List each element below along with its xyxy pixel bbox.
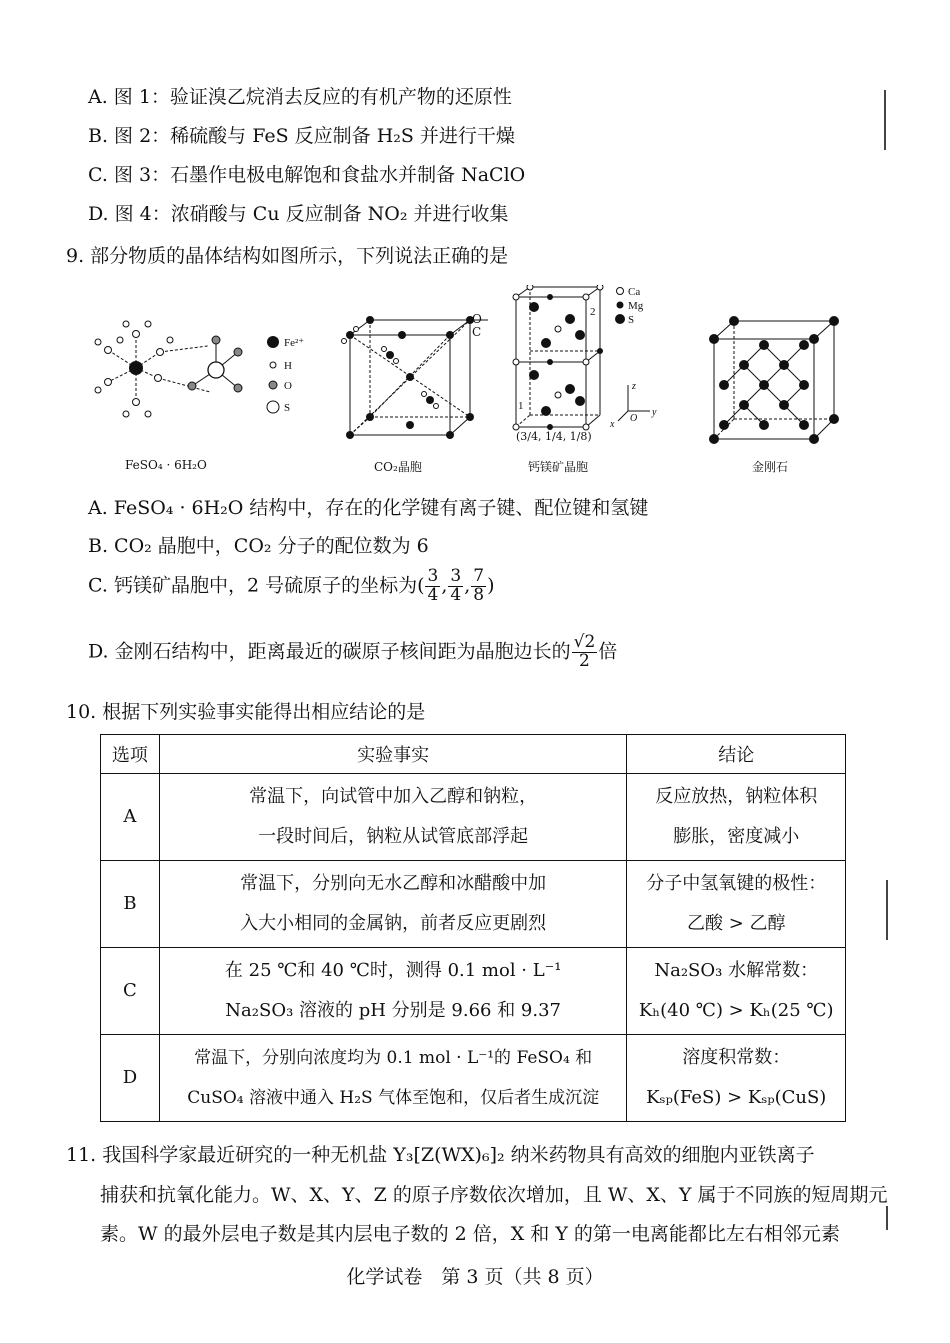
feso4-legend-s: S [284,402,291,414]
conclusion-line: Kₕ(40 ℃) > Kₕ(25 ℃) [638,1000,834,1021]
row-conclusion [627,948,846,1035]
perovskite-legend-s: S [628,314,635,326]
row-option: B [101,861,160,948]
q9-option-d-prefix: D. 金刚石结构中，距离最近的碳原子核间距为晶胞边长的 [88,640,571,663]
q9-option-c-frac-y: $\frac{3}{4}$ [450,566,462,605]
table-row [101,948,846,1035]
page-footer: 化学试卷 第 3 页（共 8 页） [346,1266,604,1288]
axis-x-label: x [610,419,615,430]
q8-option-b: B. 图 2：稀硫酸与 FeS 反应制备 H₂S 并进行干燥 [88,125,515,147]
conclusion-line: 溶度积常数： [682,1047,791,1068]
q9-figures [80,280,840,480]
conclusion-line: 反应放热，钠粒体积 [655,786,818,807]
header-option: 选项 [101,735,160,774]
feso4-caption: FeSO₄ · 6H₂O [125,458,207,472]
table-row [101,861,846,948]
row-conclusion [627,861,846,948]
q11-line-3: 素。W 的最外层电子数是其内层电子数的 2 倍，X 和 Y 的第一电离能都比左右相邻元素 [100,1223,840,1245]
feso4-legend-fe: Fe²⁺ [284,337,305,349]
header-conclusion: 结论 [627,735,846,774]
q10-table [100,734,846,1122]
q11-line-2: 捕获和抗氧化能力。W、X、Y、Z 的原子序数依次增加，且 W、X、Y 属于不同族的短周期元 [100,1184,888,1206]
q9-option-c: C. 钙镁矿晶胞中，2 号硫原子的坐标为( $\frac{3}{4}$ , $\frac{3}{4}$ , $\frac{7}{8}$ ) [88,566,495,605]
q9-option-c-prefix: C. 钙镁矿晶胞中，2 号硫原子的坐标为( [88,574,425,597]
fact-line: 入大小相同的金属钠，前者反应更剧烈 [240,913,547,934]
co2-caption: CO₂晶胞 [374,460,422,474]
q8-option-a: A. 图 1：验证溴乙烷消去反应的有机产物的还原性 [88,86,512,108]
co2-label-o: O [472,312,482,326]
axis-z-label: z [632,381,636,392]
table-row [101,774,846,861]
q9-option-c-frac-x: $\frac{3}{4}$ [427,566,439,605]
row-fact [159,861,627,948]
perovskite-legend-ca: Ca [628,286,641,298]
conclusion-line: 分子中氢氧键的极性： [646,873,827,894]
fact-line: 在 25 ℃和 40 ℃时，测得 0.1 mol · L⁻¹ [224,960,562,981]
q8-option-d: D. 图 4：浓硝酸与 Cu 反应制备 NO₂ 并进行收集 [88,203,509,225]
conclusion-line: 膨胀，密度减小 [673,826,800,847]
feso4-legend-h: H [284,360,292,372]
feso4-legend-o: O [284,380,292,392]
row-fact [159,774,627,861]
conclusion-line: Kₛₚ(FeS) > Kₛₚ(CuS) [646,1087,827,1108]
q9-option-a: A. FeSO₄ · 6H₂O 结构中，存在的化学键有离子键、配位键和氢键 [88,497,649,519]
q9-option-c-suffix: ) [487,574,495,597]
q9-option-b: B. CO₂ 晶胞中，CO₂ 分子的配位数为 6 [88,535,429,557]
q10-stem: 10. 根据下列实验事实能得出相应结论的是 [66,701,426,723]
perovskite-coordinate-label: (3/4, 1/4, 1/8) [516,430,592,443]
co2-label-c: C [472,325,482,339]
page-edge-mark [884,90,886,150]
perovskite-caption: 钙镁矿晶胞 [528,460,589,474]
fact-line: 常温下，向试管中加入乙醇和钠粒， [249,786,538,807]
row-conclusion [627,1035,846,1122]
conclusion-line: Na₂SO₃ 水解常数： [654,960,819,981]
fact-line: 常温下，分别向无水乙醇和冰醋酸中加 [240,873,547,894]
fact-line: 一段时间后，钠粒从试管底部浮起 [258,826,529,847]
diamond-caption: 金刚石 [752,460,789,474]
fact-line: Na₂SO₃ 溶液的 pH 分别是 9.66 和 9.37 [225,1000,562,1021]
row-option: D [101,1035,160,1122]
conclusion-line: 乙酸 > 乙醇 [686,913,786,934]
axis-origin-label: O [630,413,638,424]
row-fact [159,1035,627,1122]
q8-option-c: C. 图 3：石墨作电极电解饱和食盐水并制备 NaClO [88,164,526,186]
q9-option-d [88,634,617,671]
perovskite-marker-2: 2 [590,306,596,318]
header-fact: 实验事实 [159,735,627,774]
diamond-cell-diagram [704,315,854,445]
row-option: A [101,774,160,861]
perovskite-marker-1: 1 [518,400,524,412]
q9-option-d-frac: $\frac{√2}{2}$ [573,632,596,671]
q11-line-1: 11. 我国科学家最近研究的一种无机盐 Y₃[Z(WX)₆]₂ 纳米药物具有高效的细胞内亚铁离子 [66,1144,815,1166]
q10-table-header [101,735,846,774]
row-conclusion [627,774,846,861]
row-fact [159,948,627,1035]
page-edge-mark [886,1206,888,1230]
fact-line: 常温下，分别向浓度均为 0.1 mol · L⁻¹的 FeSO₄ 和 [194,1048,593,1068]
feso4-structure-diagram [80,310,330,460]
perovskite-cell-diagram [510,285,700,445]
perovskite-legend-mg: Mg [628,300,644,312]
q9-option-c-frac-z: $\frac{7}{8}$ [473,566,485,605]
table-row [101,1035,846,1122]
fact-line: CuSO₄ 溶液中通入 H₂S 气体至饱和，仅后者生成沉淀 [187,1088,600,1108]
co2-cell-diagram [330,305,490,455]
page-edge-mark [886,880,888,940]
q9-option-d-suffix: 倍 [598,640,618,663]
axis-y-label: y [652,407,657,418]
q9-stem: 9. 部分物质的晶体结构如图所示，下列说法正确的是 [66,245,509,267]
row-option: C [101,948,160,1035]
